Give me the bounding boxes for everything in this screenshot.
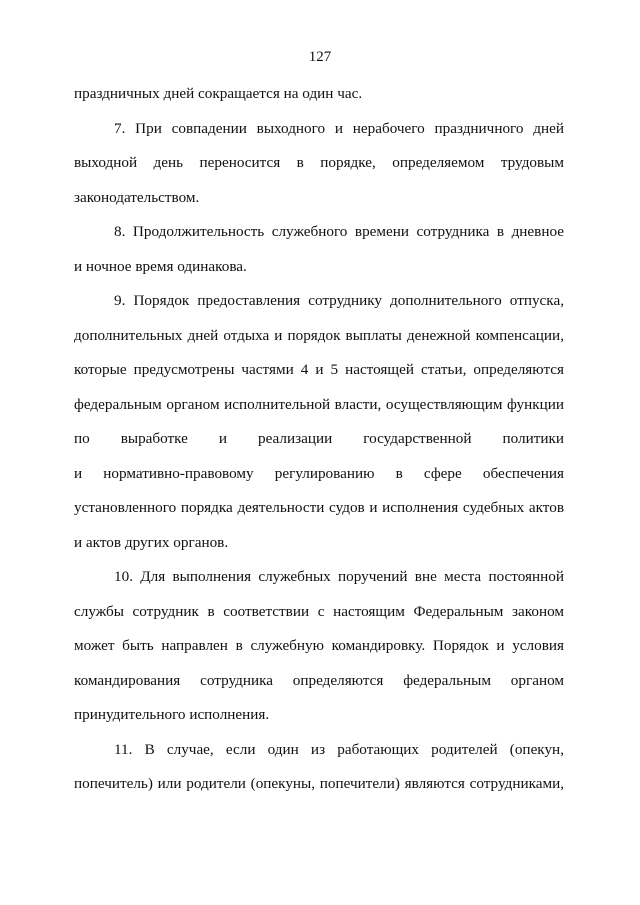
page-number: 127 [308,49,332,65]
text-line: попечитель) или родители (опекуны, попечители) являются сотрудниками, [74,775,564,792]
text-line: выходной день переносится в порядке, определяемом трудовым [74,154,564,171]
text-line: и актов других органов. [74,533,229,551]
text-line: которые предусмотрены частями 4 и 5 настоящей статьи, определяются [74,361,564,378]
document-body [74,77,564,802]
text-line: установленного порядка деятельности судов и исполнения судебных актов [74,499,564,516]
text-line: законодательством. [74,188,200,206]
text-line: и нормативно-правовому регулированию в сфере обеспечения [74,464,564,482]
text-line: командирования сотрудника определяются федеральным органом [74,671,564,689]
text-line: службы сотрудник в соответствии с настоящим Федеральным законом [74,602,564,620]
text-line: дополнительных дней отдыха и порядок выплаты денежной компенсации, [74,326,564,344]
text-line: праздничных дней сокращается на один час. [74,85,363,102]
paragraph-10-first-line: 10. Для выполнения служебных поручений вне места постоянной [114,568,564,585]
paragraph-8-first-line: 8. Продолжительность служебного времени сотрудника в дневное [114,223,564,240]
text-line: принудительного исполнения. [74,706,270,723]
paragraph-11-first-line: 11. В случае, если один из работающих родителей (опекун, [114,740,564,758]
text-line: может быть направлен в служебную командировку. Порядок и условия [74,637,564,654]
text-line: по выработке и реализации государственной политики [74,430,564,447]
paragraph-9-first-line: 9. Порядок предоставления сотруднику дополнительного отпуска, [114,292,564,309]
text-line: и ночное время одинакова. [74,257,247,275]
paragraph-7-first-line: 7. При совпадении выходного и нерабочего праздничного дней [114,119,564,137]
text-line: федеральным органом исполнительной власти, осуществляющим функции [74,395,564,413]
